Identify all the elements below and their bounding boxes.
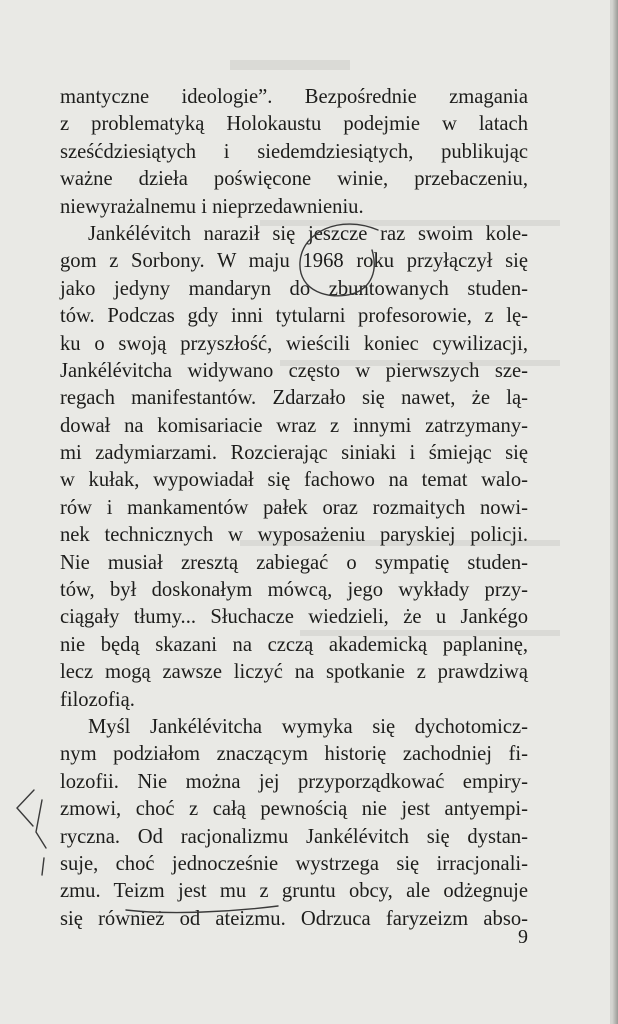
text-line: jako jedyny mandaryn do zbuntowanych studen- bbox=[60, 277, 528, 300]
text-line: ku o swoją przyszłość, wieścili koniec cywilizacji, bbox=[60, 332, 528, 355]
text-line: rów i mankamentów pałek oraz rozmaitych nowi- bbox=[60, 496, 528, 519]
text-line: sześćdziesiątych i siedemdziesiątych, publikując bbox=[60, 140, 528, 163]
text-line: zmowi, choć z całą pewnością nie jest antyempi- bbox=[60, 798, 528, 821]
text-line: filozofią. bbox=[60, 688, 135, 711]
page-number: 9 bbox=[518, 926, 528, 948]
text-line: ważne dzieła poświęcone winie, przebaczeniu, bbox=[60, 168, 528, 191]
text-line: ryczna. Od racjonalizmu Jankélévitch się dystan- bbox=[60, 825, 528, 848]
text-line: Nie musiał zresztą zabiegać o sympatię studen- bbox=[60, 551, 528, 574]
text-line: nek technicznych w wyposażeniu paryskiej policji. bbox=[60, 524, 528, 547]
text-line: regach manifestantów. Zdarzało się nawet, że lą- bbox=[60, 387, 528, 410]
text-line: tów. Podczas gdy inni tytularni profesorowie, z lę- bbox=[60, 305, 528, 328]
text-line: gom z Sorbony. W maju 1968 roku przyłączył się bbox=[60, 250, 528, 273]
text-line: mantyczne ideologie”. Bezpośrednie zmagania bbox=[60, 86, 528, 108]
text-line: nym podziałom znaczącym historię zachodniej fi- bbox=[60, 743, 528, 766]
text-line: lozofii. Nie można jej przyporządkować empiry- bbox=[60, 770, 528, 793]
text-line: ciągały tłumy... Słuchacze wiedzieli, że u Jankégo bbox=[60, 606, 528, 629]
text-line: w kułak, wypowiadał się fachowo na temat walo- bbox=[60, 469, 528, 492]
margin-bracket-annotation bbox=[17, 790, 46, 875]
text-line: Myśl Jankélévitcha wymyka się dychotomicz- bbox=[88, 715, 528, 738]
text-line: się również od ateizmu. Odrzuca faryzeizm abso- bbox=[60, 907, 528, 930]
page-edge bbox=[612, 0, 618, 1024]
text-line: nie będą skazani na czczą akademicką paplaninę, bbox=[60, 633, 528, 656]
text-line: tów, był doskonałym mówcą, jego wykłady przy- bbox=[60, 579, 528, 602]
text-line: niewyrażalnemu i nieprzedawnieniu. bbox=[60, 195, 364, 218]
text-line: mi zadymiarzami. Rozcierając siniaki i śmiejąc się bbox=[60, 442, 528, 465]
text-line: dował na komisariacie wraz z innymi zatrzymany- bbox=[60, 414, 528, 437]
text-line: zmu. Teizm jest mu z gruntu obcy, ale odżegnuje bbox=[60, 880, 528, 903]
body-text bbox=[60, 84, 528, 933]
text-line: suje, choć jednocześnie wystrzega się irracjonali- bbox=[60, 852, 528, 875]
text-line: z problematyką Holokaustu podejmie w latach bbox=[60, 113, 528, 136]
text-line: Jankélévitch naraził się jeszcze raz swoim kole- bbox=[88, 222, 528, 245]
text-line: Jankélévitcha widywano często w pierwszych sze- bbox=[60, 359, 528, 382]
text-line: lecz mogą zawsze liczyć na spotkanie z prawdziwą bbox=[60, 661, 528, 684]
